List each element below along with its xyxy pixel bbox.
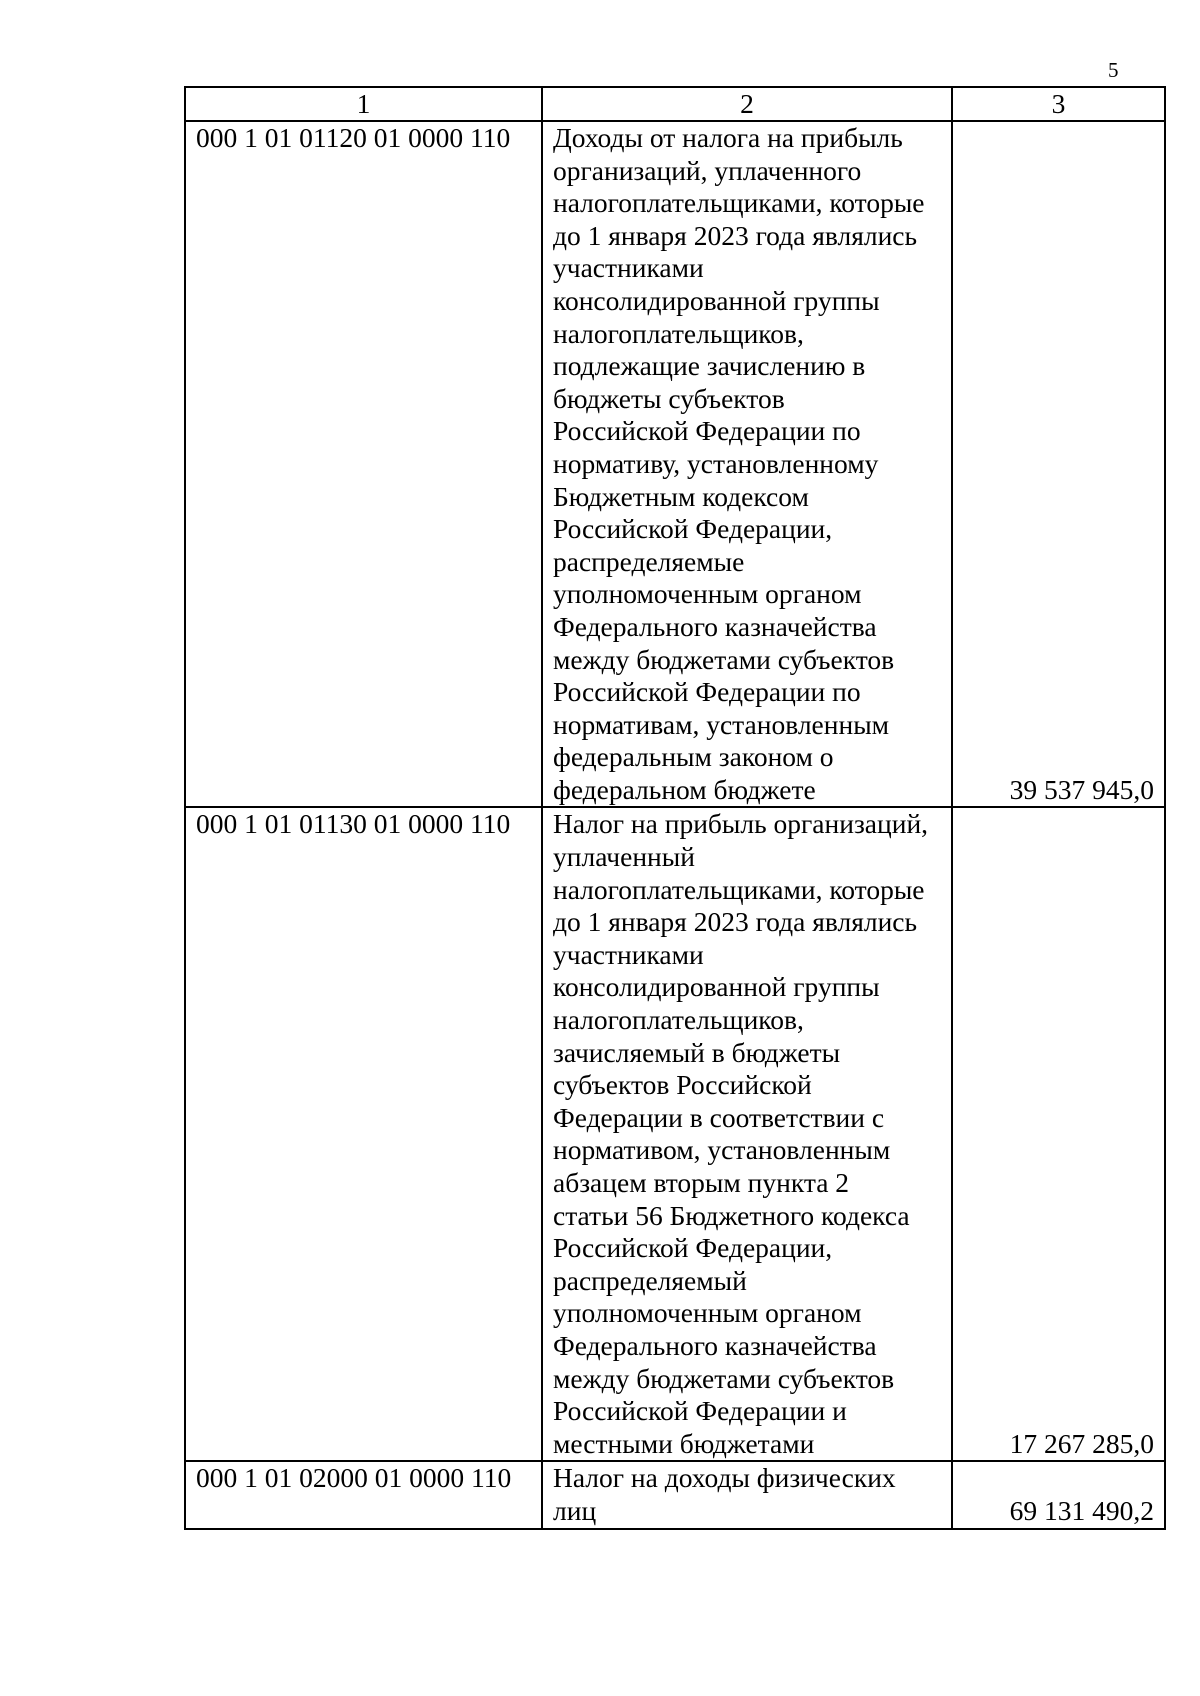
description-line: между бюджетами субъектов: [553, 643, 895, 675]
description-line: распределяемые: [553, 545, 745, 577]
description-line: Российской Федерации,: [553, 1232, 833, 1264]
description-line: до 1 января 2023 года являлись: [553, 906, 918, 938]
description-line: до 1 января 2023 года являлись: [553, 219, 918, 251]
description-line: Федерального казначейства: [553, 1329, 877, 1361]
revenue-amount: 17 267 285,0: [952, 807, 1165, 1461]
description-line: консолидированной группы: [553, 284, 880, 316]
table-row: [185, 1461, 1165, 1528]
description-line: федеральном бюджете: [553, 773, 816, 805]
description-line: Доходы от налога на прибыль: [553, 122, 903, 153]
revenue-amount: 69 131 490,2: [952, 1461, 1165, 1528]
description-line: лиц: [553, 1494, 597, 1526]
budget-revenue-table: [184, 86, 1166, 1530]
description-line: налогоплательщиков,: [553, 317, 804, 349]
description-line: налогоплательщиками, которые: [553, 187, 925, 219]
description-line: распределяемый: [553, 1264, 747, 1296]
description-line: нормативом, установленным: [553, 1134, 891, 1166]
description-line: федеральным законом о: [553, 741, 834, 773]
description-line: налогоплательщиков,: [553, 1004, 804, 1036]
table-row: [185, 807, 1165, 1461]
description-line: уполномоченным органом: [553, 1297, 862, 1329]
table-row: [185, 121, 1165, 807]
column-number-2: 2: [542, 87, 952, 121]
budget-classification-code: 000 1 01 02000 01 0000 110: [185, 1461, 542, 1528]
column-number-3: 3: [952, 87, 1165, 121]
budget-classification-code: 000 1 01 01120 01 0000 110: [185, 121, 542, 807]
description-line: бюджеты субъектов: [553, 382, 785, 414]
description-line: уполномоченным органом: [553, 578, 862, 610]
revenue-description: [542, 807, 952, 1461]
column-number-1: 1: [185, 87, 542, 121]
revenue-description: [542, 121, 952, 807]
description-line: нормативам, установленным: [553, 708, 890, 740]
description-line: Налог на доходы физических: [553, 1462, 896, 1494]
description-line: между бюджетами субъектов: [553, 1362, 895, 1394]
description-line: Налог на прибыль организаций,: [553, 808, 929, 840]
description-line: Бюджетным кодексом: [553, 480, 809, 512]
description-line: Российской Федерации,: [553, 513, 833, 545]
description-line: участниками: [553, 938, 704, 970]
description-line: Российской Федерации по: [553, 676, 861, 708]
description-line: нормативу, установленному: [553, 447, 879, 479]
description-line: субъектов Российской: [553, 1069, 812, 1101]
description-line: участниками: [553, 252, 704, 284]
description-line: зачисляемый в бюджеты: [553, 1036, 841, 1068]
description-line: налогоплательщиками, которые: [553, 873, 925, 905]
description-line: Российской Федерации по: [553, 415, 861, 447]
description-line: организаций, уплаченного: [553, 154, 862, 186]
description-line: местными бюджетами: [553, 1427, 815, 1459]
revenue-amount: 39 537 945,0: [952, 121, 1165, 807]
description-line: уплаченный: [553, 841, 695, 873]
revenue-description: [542, 1461, 952, 1528]
description-line: Федерального казначейства: [553, 610, 877, 642]
budget-classification-code: 000 1 01 01130 01 0000 110: [185, 807, 542, 1461]
description-line: консолидированной группы: [553, 971, 880, 1003]
column-number-header-row: [185, 87, 1165, 121]
page-number: 5: [1108, 58, 1119, 82]
description-line: абзацем вторым пункта 2: [553, 1167, 850, 1198]
description-line: подлежащие зачислению в: [553, 350, 866, 382]
description-line: статьи 56 Бюджетного кодекса: [553, 1199, 910, 1231]
description-line: Федерации в соответствии с: [553, 1101, 885, 1133]
description-line: Российской Федерации и: [553, 1395, 847, 1427]
